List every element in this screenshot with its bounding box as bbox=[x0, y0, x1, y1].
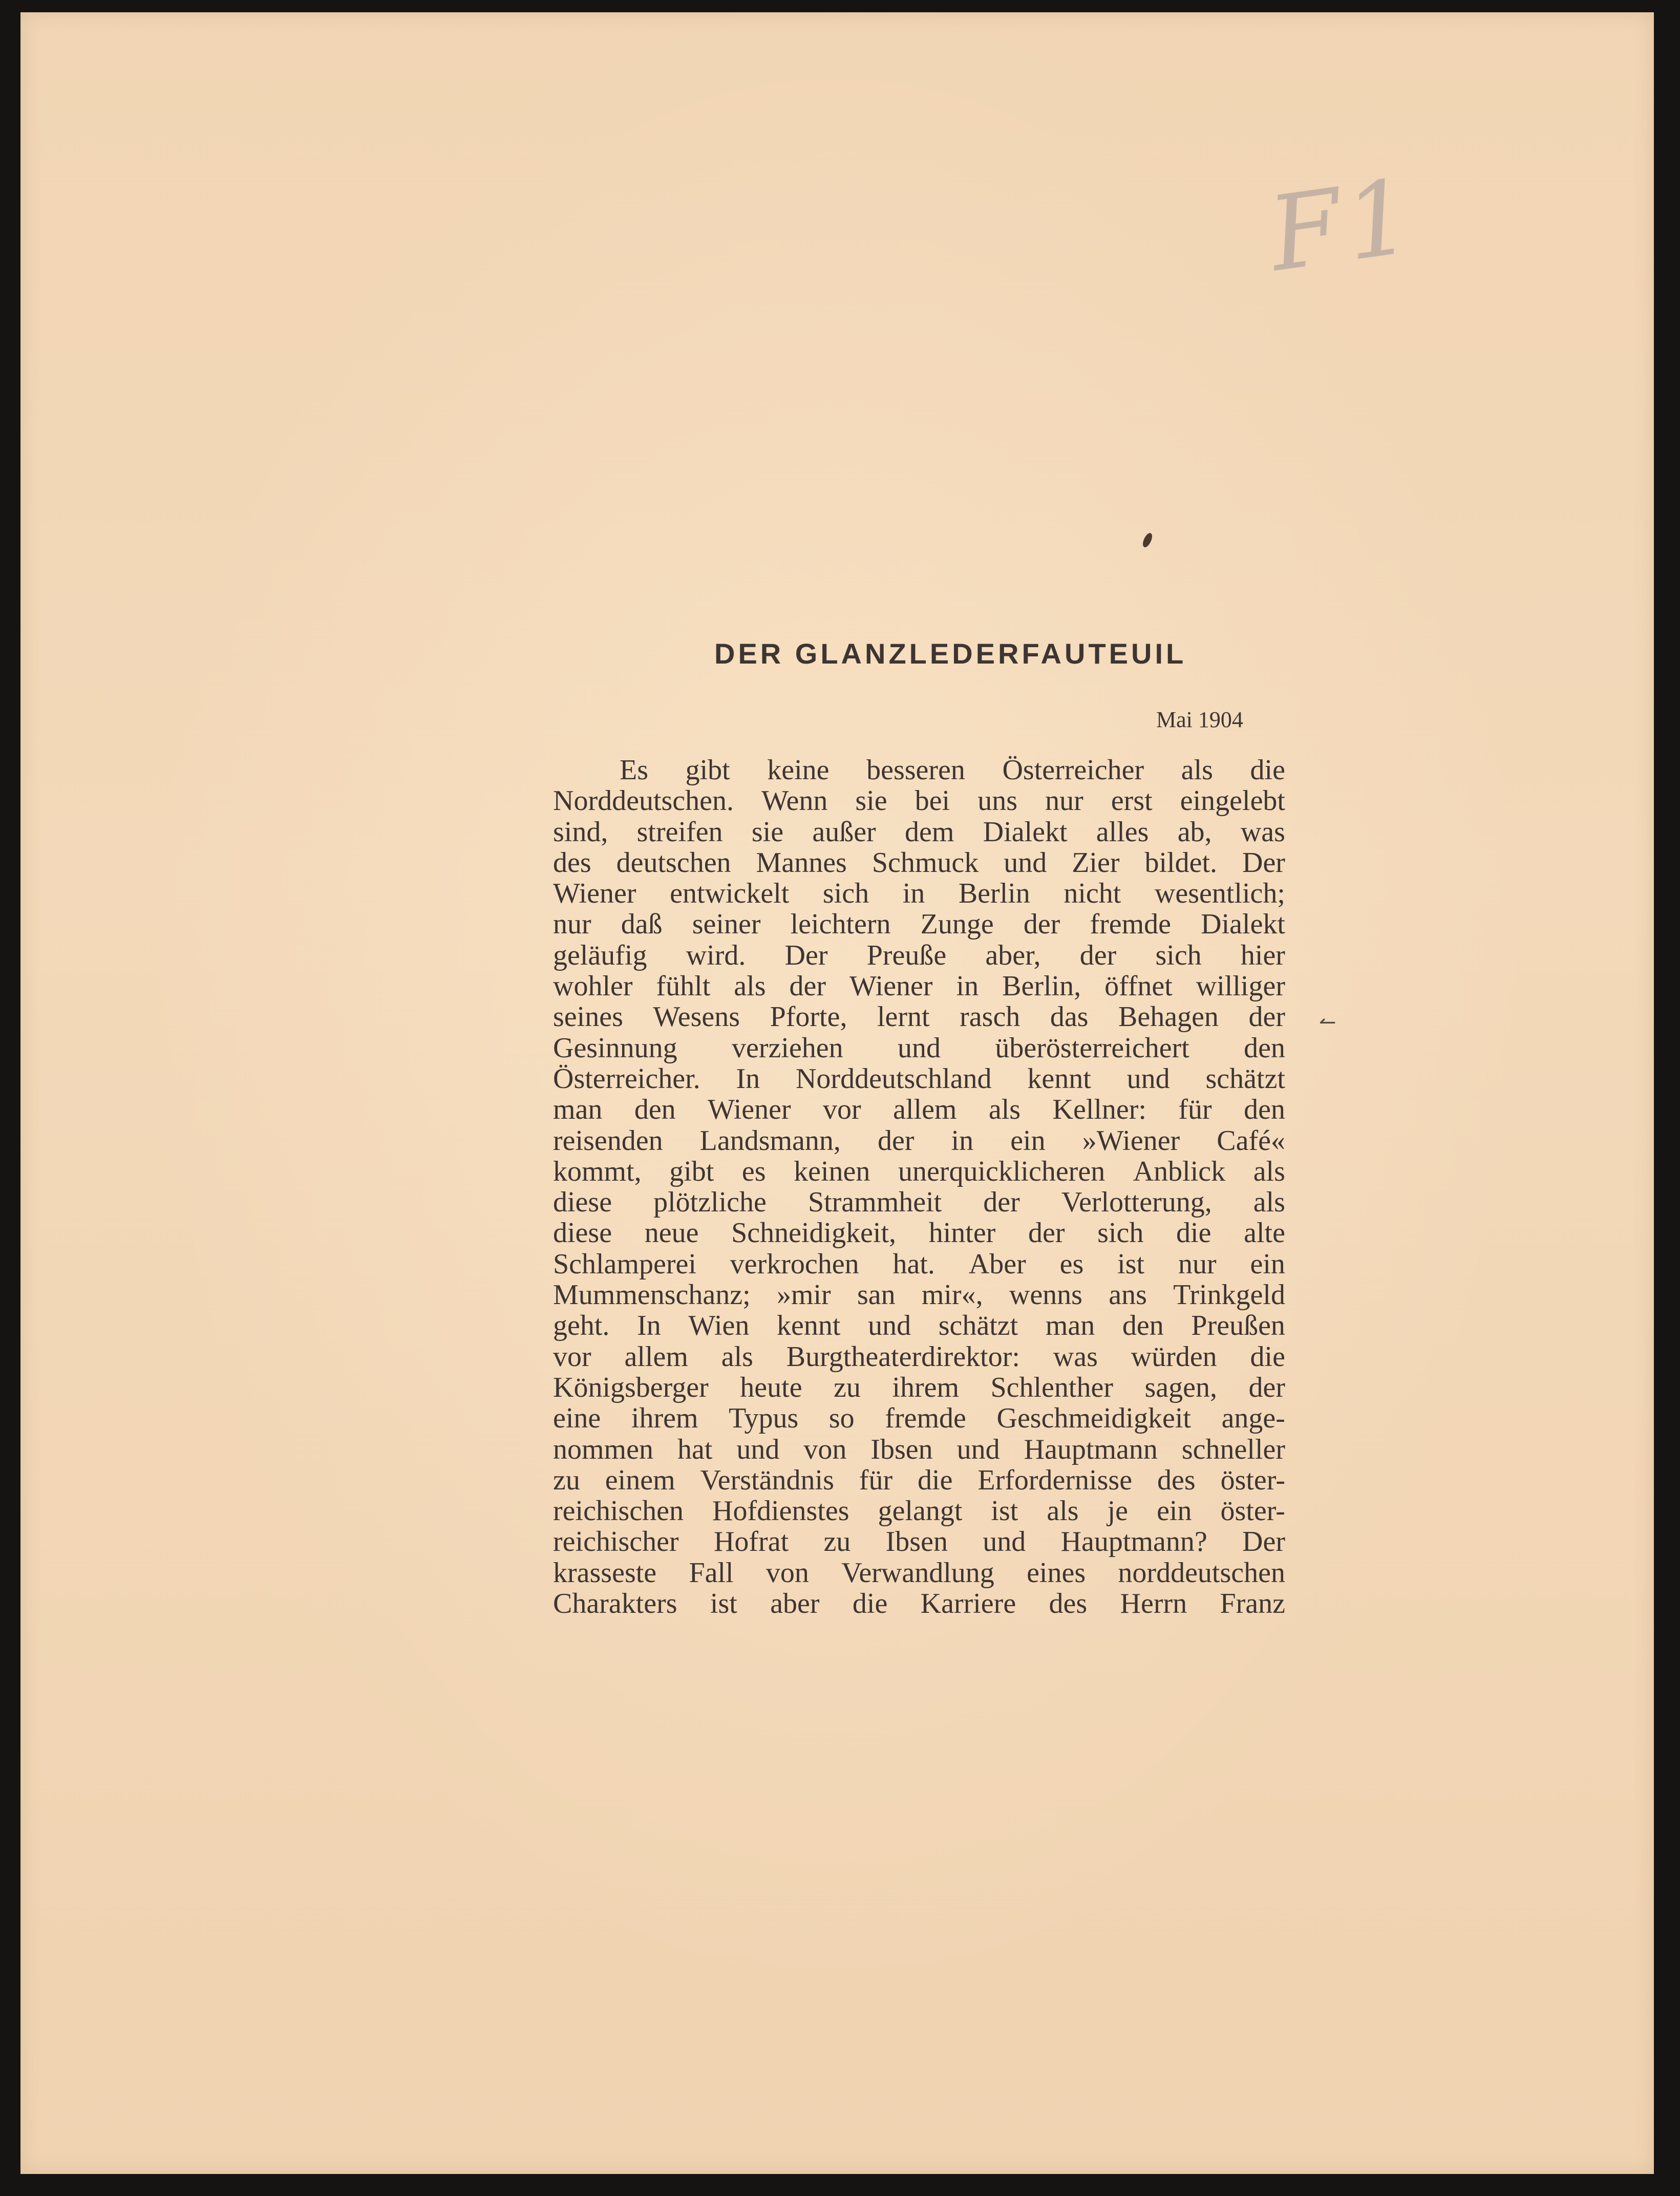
paper-sheet bbox=[20, 12, 1654, 2174]
margin-mark: ↼ bbox=[1319, 1011, 1336, 1034]
text-line: Königsberger heute zu ihrem Schlenther sagen, der bbox=[553, 1371, 1285, 1403]
text-line: Österreicher. In Norddeutschland kennt und schätzt bbox=[553, 1062, 1285, 1095]
text-line: geläufig wird. Der Preuße aber, der sich hier bbox=[553, 939, 1285, 971]
text-line: Gesinnung verziehen und überösterreichert den bbox=[553, 1032, 1285, 1064]
text-line: reichischen Hofdienstes gelangt ist als je ein öster- bbox=[553, 1495, 1285, 1527]
text-line: Wiener entwickelt sich in Berlin nicht wesentlich; bbox=[553, 878, 1285, 910]
text-line: reisenden Landsmann, der in ein »Wiener Café« bbox=[553, 1124, 1285, 1157]
text-line: Charakters ist aber die Karriere des Herrn Franz bbox=[553, 1588, 1285, 1620]
text-line: seines Wesens Pforte, lernt rasch das Behagen der bbox=[553, 1001, 1285, 1033]
text-line: vor allem als Burgtheaterdirektor: was würden die bbox=[553, 1340, 1285, 1373]
text-line: Schlamperei verkrochen hat. Aber es ist nur ein bbox=[553, 1248, 1285, 1280]
text-line: Norddeutschen. Wenn sie bei uns nur erst eingelebt bbox=[553, 785, 1285, 817]
text-line: Es gibt keine besseren Österreicher als die bbox=[620, 754, 1285, 786]
text-line: man den Wiener vor allem als Kellner: für den bbox=[553, 1094, 1285, 1126]
text-line: eine ihrem Typus so fremde Geschmeidigkeit ange- bbox=[553, 1402, 1285, 1435]
text-line: geht. In Wien kennt und schätzt man den Preußen bbox=[553, 1310, 1285, 1342]
text-line: kommt, gibt es keinen unerquicklicheren Anblick als bbox=[553, 1155, 1285, 1187]
text-line: sind, streifen sie außer dem Dialekt alles ab, was bbox=[553, 816, 1285, 848]
text-line: des deutschen Mannes Schmuck und Zier bildet. Der bbox=[553, 846, 1285, 879]
ink-dot bbox=[1141, 531, 1154, 548]
text-line: zu einem Verständnis für die Erfordernisse des öster- bbox=[553, 1464, 1285, 1496]
text-line: reichischer Hofrat zu Ibsen und Hauptmann? Der bbox=[553, 1526, 1285, 1558]
text-line: nommen hat und von Ibsen und Hauptmann schneller bbox=[553, 1433, 1285, 1465]
body-text bbox=[553, 755, 1285, 1619]
text-line: nur daß seiner leichtern Zunge der fremde Dialekt bbox=[553, 908, 1285, 941]
text-line: wohler fühlt als der Wiener in Berlin, öffnet williger bbox=[553, 970, 1285, 1003]
page-title: DER GLANZLEDERFAUTEUIL bbox=[714, 637, 1187, 670]
text-line: krasseste Fall von Verwandlung eines norddeutschen bbox=[553, 1557, 1285, 1589]
text-line: diese plötzliche Strammheit der Verlotterung, als bbox=[553, 1186, 1285, 1219]
text-line: diese neue Schneidigkeit, hinter der sich die alte bbox=[553, 1217, 1285, 1249]
handwritten-mark: F1 bbox=[1262, 156, 1424, 295]
text-line: Mummenschanz; »mir san mir«, wenns ans Trinkgeld bbox=[553, 1279, 1285, 1311]
date-line: Mai 1904 bbox=[1156, 707, 1243, 732]
